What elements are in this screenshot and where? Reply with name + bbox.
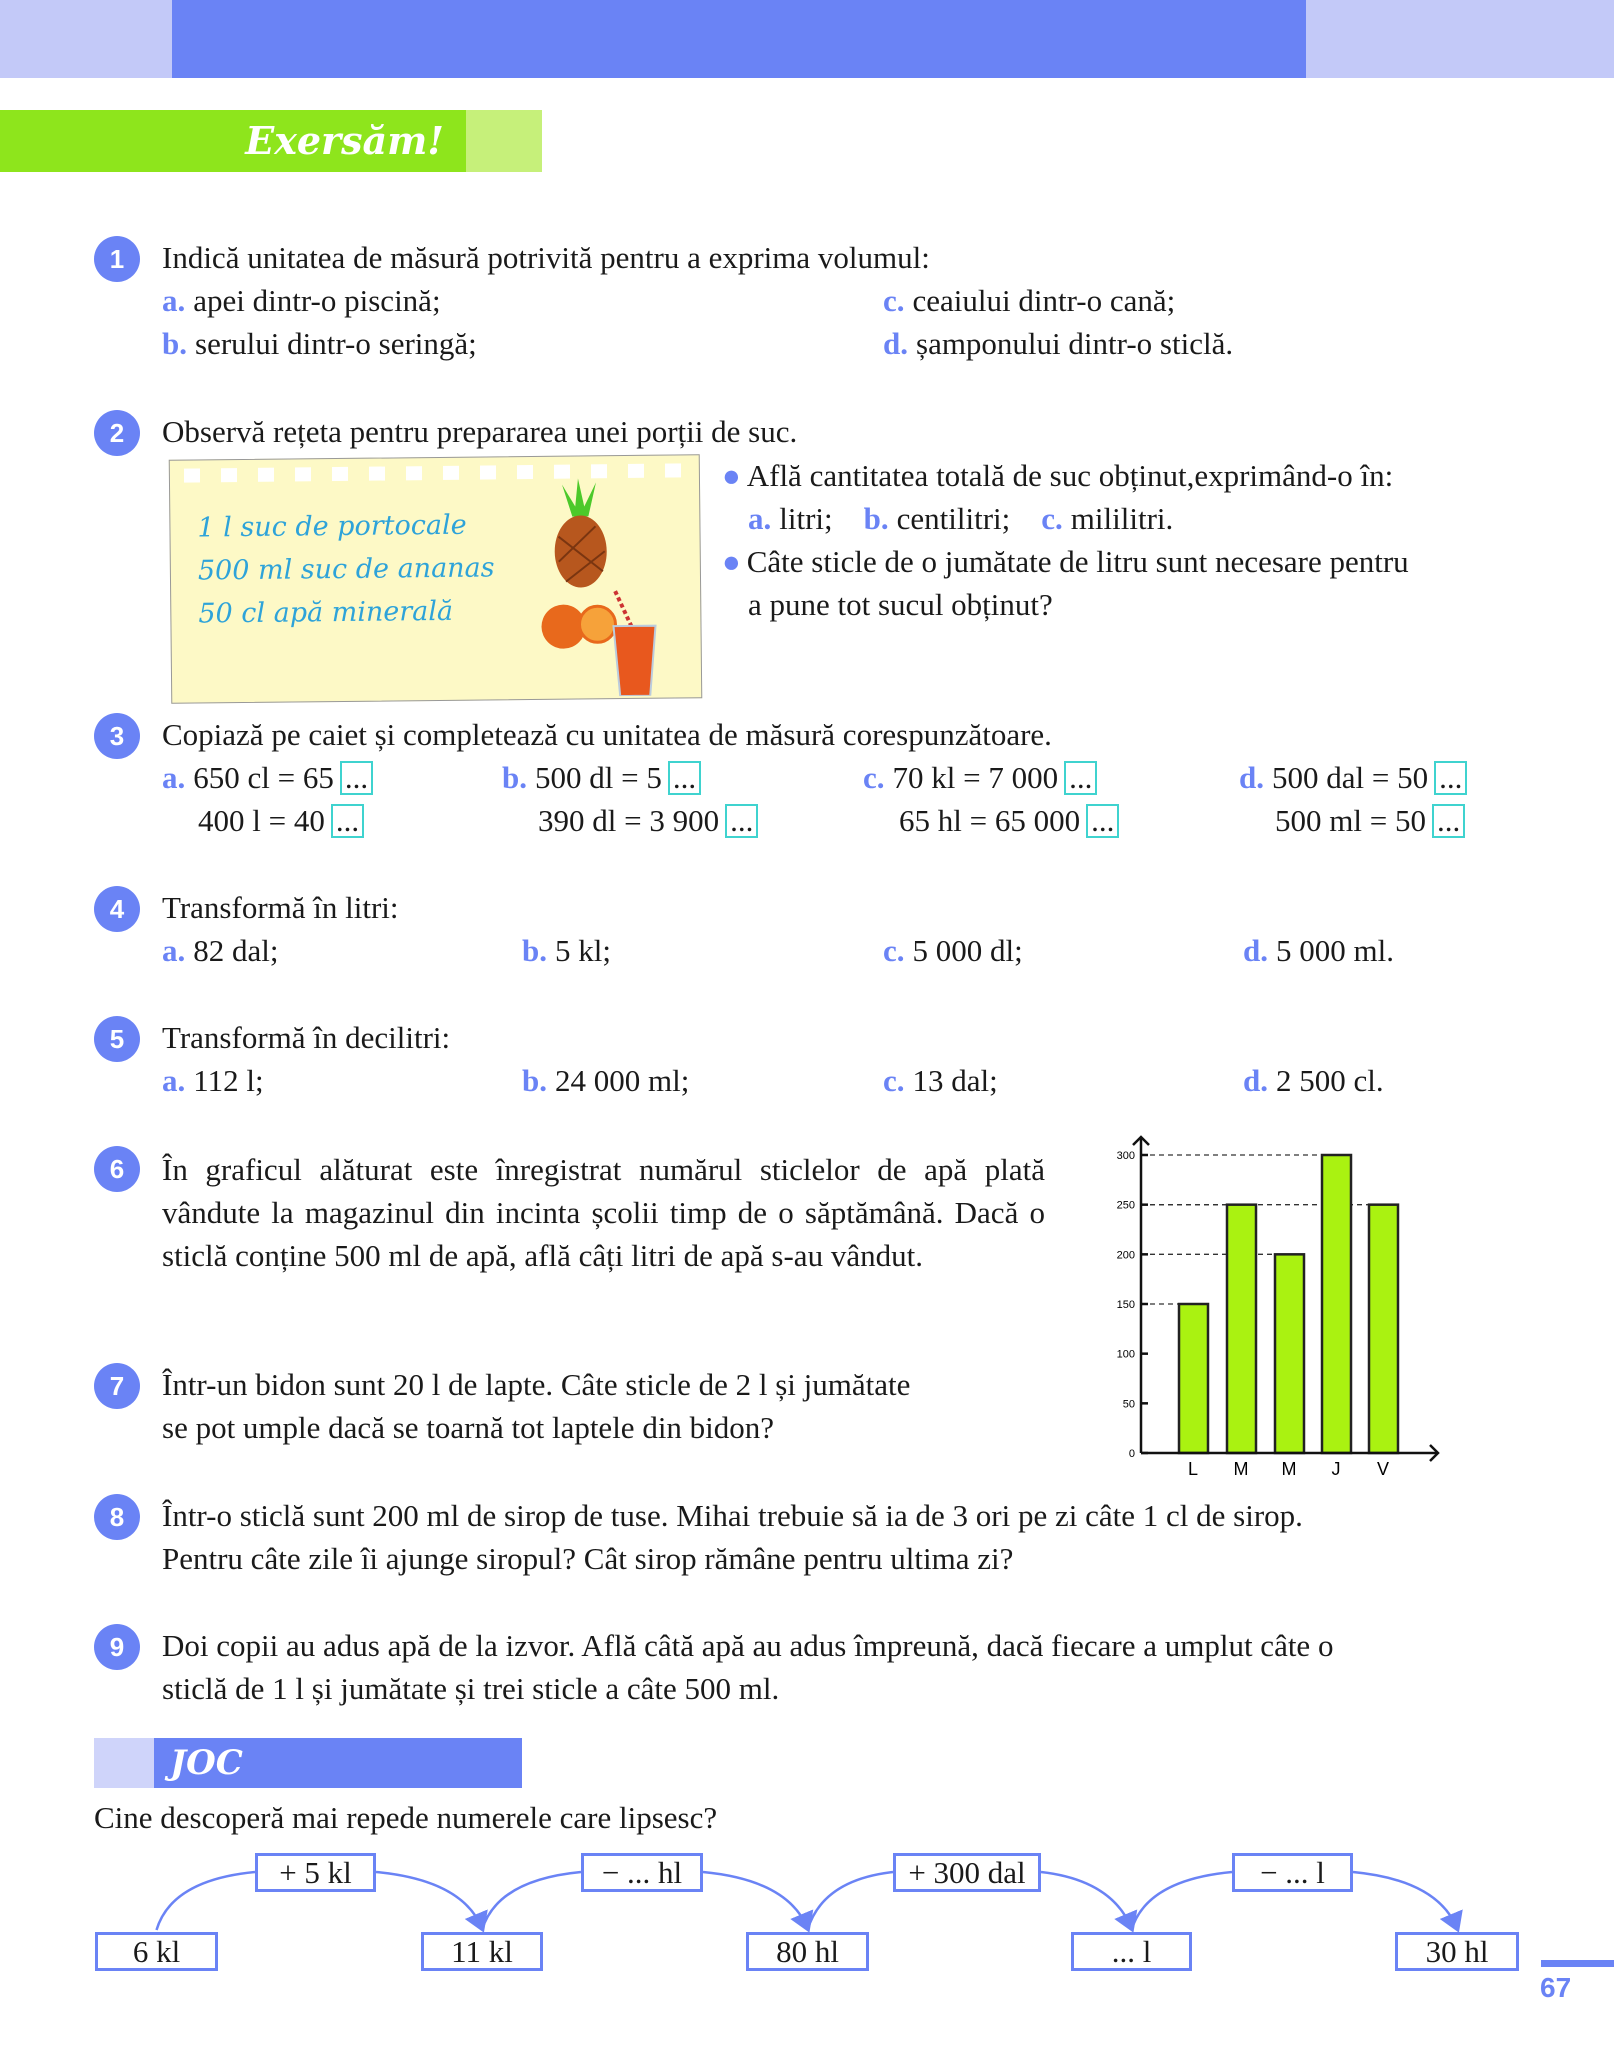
exercise-item — [1243, 933, 1394, 969]
exercise-8-line: Într-o sticlă sunt 200 ml de sirop de tuse. Mihai trebuie să ia de 3 ori pe zi câte 1 cl de sirop. — [162, 1498, 1303, 1533]
exercise-item — [883, 933, 1023, 969]
arrow-icon — [1353, 1872, 1457, 1928]
item-text: 5 000 ml. — [1276, 933, 1394, 968]
item-label: a. — [162, 760, 186, 795]
conversion-row — [502, 760, 701, 796]
bar-chart — [1080, 1130, 1450, 1490]
exercise-number: 3 — [94, 713, 140, 759]
exercise-1-item — [883, 326, 1233, 362]
task-text: Câte sticle de o jumătate de litru sunt necesare pentru — [746, 544, 1409, 579]
item-text: 5 000 dl; — [912, 933, 1023, 968]
x-tick-label: M — [1281, 1459, 1297, 1479]
item-label: a. — [162, 1063, 186, 1098]
conversion-row — [899, 803, 1119, 839]
conversion-row — [162, 760, 373, 796]
item-label: c. — [863, 760, 885, 795]
conversion-text: 65 hl = 65 000 — [899, 803, 1081, 838]
exercise-number: 9 — [94, 1624, 140, 1670]
answer-blank[interactable]: ... — [725, 804, 758, 838]
exercise-number: 6 — [94, 1146, 140, 1192]
item-label: b. — [162, 326, 187, 361]
game-question: Cine descoperă mai repede numerele care lipsesc? — [94, 1800, 718, 1835]
exercise-3-text: Copiază pe caiet și completează cu unitatea de măsură corespunzătoare. — [162, 717, 1052, 752]
task-text: Află cantitatea totală de suc obținut,exprimând-o în: — [746, 458, 1394, 493]
operation-box[interactable]: − ... l — [1232, 1853, 1353, 1892]
value-box[interactable]: 80 hl — [746, 1932, 869, 1971]
arrow-curve — [1132, 1872, 1233, 1930]
conversion-text: 650 cl = 65 — [193, 760, 334, 795]
exercise-1-item — [162, 326, 477, 362]
exercise-item — [522, 1063, 689, 1099]
y-tick-label: 300 — [1116, 1150, 1135, 1162]
task-text: a pune tot sucul obținut? — [748, 587, 1053, 622]
exercise-item — [522, 933, 611, 969]
task-bullet-2 — [722, 544, 1409, 580]
juice-glass-icon — [613, 591, 656, 696]
game-title: JOC — [170, 1743, 243, 1783]
y-tick-label: 150 — [1116, 1299, 1135, 1311]
exercise-2-text: Observă rețeta pentru prepararea unei porții de suc. — [162, 414, 798, 449]
top-band-accent — [172, 0, 1306, 78]
answer-blank[interactable]: ... — [668, 761, 701, 795]
page-number-rule — [1541, 1960, 1614, 1967]
exercise-9-line: Doi copii au adus apă de la izvor. Află câtă apă au adus împreună, dacă fiecare a umplut câte o — [162, 1628, 1334, 1663]
bar — [1275, 1254, 1304, 1453]
page-number: 67 — [1540, 1972, 1572, 2003]
exercise-number: 8 — [94, 1494, 140, 1540]
arrow-curve — [157, 1872, 256, 1930]
recipe-line: 500 ml suc de ananas — [197, 552, 495, 587]
bullet-icon: ● — [722, 544, 741, 579]
item-label: b. — [502, 760, 527, 795]
answer-blank[interactable]: ... — [1434, 761, 1467, 795]
conversion-row — [538, 803, 758, 839]
item-text: apei dintr-o piscină; — [193, 283, 441, 318]
item-text: 5 kl; — [555, 933, 611, 968]
bar — [1369, 1205, 1398, 1453]
recipe-note — [169, 454, 703, 704]
exercise-7-line: Într-un bidon sunt 20 l de lapte. Câte sticle de 2 l și jumătate — [162, 1367, 911, 1402]
operation-box[interactable]: − ... hl — [581, 1853, 703, 1892]
value-box[interactable]: 6 kl — [95, 1932, 218, 1971]
item-label: d. — [883, 326, 908, 361]
conversion-text: 500 ml = 50 — [1275, 803, 1426, 838]
exercise-item — [162, 933, 279, 969]
pineapple-icon — [554, 478, 607, 588]
conversion-text: 500 dl = 5 — [535, 760, 662, 795]
recipe-line: 50 cl apă minerală — [198, 595, 454, 630]
fruit-illustration — [520, 475, 702, 697]
value-box[interactable]: ... l — [1071, 1932, 1192, 1971]
item-label: c. — [883, 283, 905, 318]
task-bullet-1 — [722, 458, 1393, 494]
item-label: a. — [162, 283, 186, 318]
conversion-text: 500 dal = 50 — [1272, 760, 1429, 795]
exercise-1-item — [162, 283, 441, 319]
value-box[interactable]: 30 hl — [1395, 1932, 1519, 1971]
item-text: ceaiului dintr-o cană; — [912, 283, 1176, 318]
section-title: Exersăm! — [245, 118, 444, 163]
conversion-text: 390 dl = 3 900 — [538, 803, 720, 838]
unit-options — [748, 501, 1173, 537]
orange-icon — [541, 604, 615, 649]
item-label: a. — [162, 933, 186, 968]
x-tick-label: L — [1187, 1459, 1199, 1479]
exercise-8-line: Pentru câte zile îi ajunge siropul? Cât sirop rămâne pentru ultima zi? — [162, 1541, 1014, 1576]
exercise-4-text: Transformă în litri: — [162, 890, 399, 925]
y-tick-label: 50 — [1122, 1398, 1135, 1411]
item-label: d. — [1243, 1063, 1268, 1098]
option-text: litri; — [779, 501, 833, 536]
item-text: 13 dal; — [912, 1063, 998, 1098]
y-tick-label: 200 — [1116, 1249, 1135, 1262]
conversion-row — [1239, 760, 1467, 796]
item-text: șamponului dintr-o sticlă. — [916, 326, 1234, 361]
exercise-9-line: sticlă de 1 l și jumătate și trei sticle a câte 500 ml. — [162, 1671, 780, 1706]
bar — [1227, 1205, 1256, 1453]
item-label: b. — [522, 933, 547, 968]
option-label: a. — [748, 501, 772, 536]
y-tick-label: 100 — [1116, 1348, 1135, 1361]
arrow-icon — [376, 1872, 482, 1928]
x-tick-label: M — [1233, 1459, 1249, 1479]
x-tick-label: V — [1376, 1459, 1390, 1479]
answer-blank[interactable]: ... — [331, 804, 364, 838]
exercise-item — [883, 1063, 998, 1099]
value-box[interactable]: 11 kl — [421, 1932, 543, 1971]
recipe-line: 1 l suc de portocale — [197, 509, 467, 544]
option-text: centilitri; — [896, 501, 1011, 536]
arrow-curve — [482, 1872, 581, 1930]
exercise-number: 5 — [94, 1016, 140, 1062]
exercise-number: 7 — [94, 1363, 140, 1409]
exercise-7-line: se pot umple dacă se toarnă tot laptele din bidon? — [162, 1410, 775, 1445]
bar — [1322, 1155, 1351, 1453]
answer-blank[interactable]: ... — [1432, 804, 1465, 838]
exercise-1-text: Indică unitatea de măsură potrivită pentru a exprima volumul: — [162, 240, 930, 275]
bar — [1179, 1304, 1208, 1453]
exercise-item — [162, 1063, 264, 1099]
conversion-text: 70 kl = 7 000 — [892, 760, 1059, 795]
exercise-number: 4 — [94, 886, 140, 932]
arrow-curve — [808, 1872, 894, 1930]
exercise-6-text: În graficul alăturat este înregistrat numărul sticlelor de apă plată vândute la magazinul din incinta școlii timp de o săptămână. Dacă o sticlă conține 500 ml de apă, află câți litri de apă s-au vândut. — [162, 1152, 1045, 1273]
item-text: serului dintr-o seringă; — [195, 326, 477, 361]
arrow-icon — [703, 1872, 808, 1928]
operation-box[interactable]: + 300 dal — [893, 1853, 1041, 1892]
conversion-row — [1275, 803, 1465, 839]
conversion-text: 400 l = 40 — [198, 803, 325, 838]
exercise-item — [1243, 1063, 1384, 1099]
operation-box[interactable]: + 5 kl — [255, 1853, 376, 1892]
conversion-row — [198, 803, 364, 839]
x-tick-label: J — [1331, 1459, 1341, 1479]
answer-blank[interactable]: ... — [1086, 804, 1119, 838]
exercise-5-text: Transformă în decilitri: — [162, 1020, 451, 1055]
item-label: d. — [1239, 760, 1264, 795]
option-text: mililitri. — [1070, 501, 1174, 536]
exercise-number: 1 — [94, 236, 140, 282]
item-label: c. — [883, 933, 905, 968]
exercise-1-item — [883, 283, 1175, 319]
answer-blank[interactable]: ... — [1064, 761, 1097, 795]
arrow-icon — [1041, 1872, 1132, 1928]
game-banner — [94, 1738, 154, 1788]
item-text: 112 l; — [193, 1063, 264, 1098]
item-text: 24 000 ml; — [555, 1063, 690, 1098]
option-label: c. — [1041, 501, 1063, 536]
item-label: c. — [883, 1063, 905, 1098]
item-text: 82 dal; — [193, 933, 279, 968]
exercise-number: 2 — [94, 410, 140, 456]
bullet-icon: ● — [722, 458, 741, 493]
item-text: 2 500 cl. — [1276, 1063, 1384, 1098]
y-tick-label: 0 — [1128, 1448, 1135, 1460]
y-tick-label: 250 — [1116, 1199, 1135, 1212]
conversion-row — [863, 760, 1097, 796]
item-label: d. — [1243, 933, 1268, 968]
option-label: b. — [863, 501, 889, 536]
item-label: b. — [522, 1063, 547, 1098]
answer-blank[interactable]: ... — [340, 761, 373, 795]
